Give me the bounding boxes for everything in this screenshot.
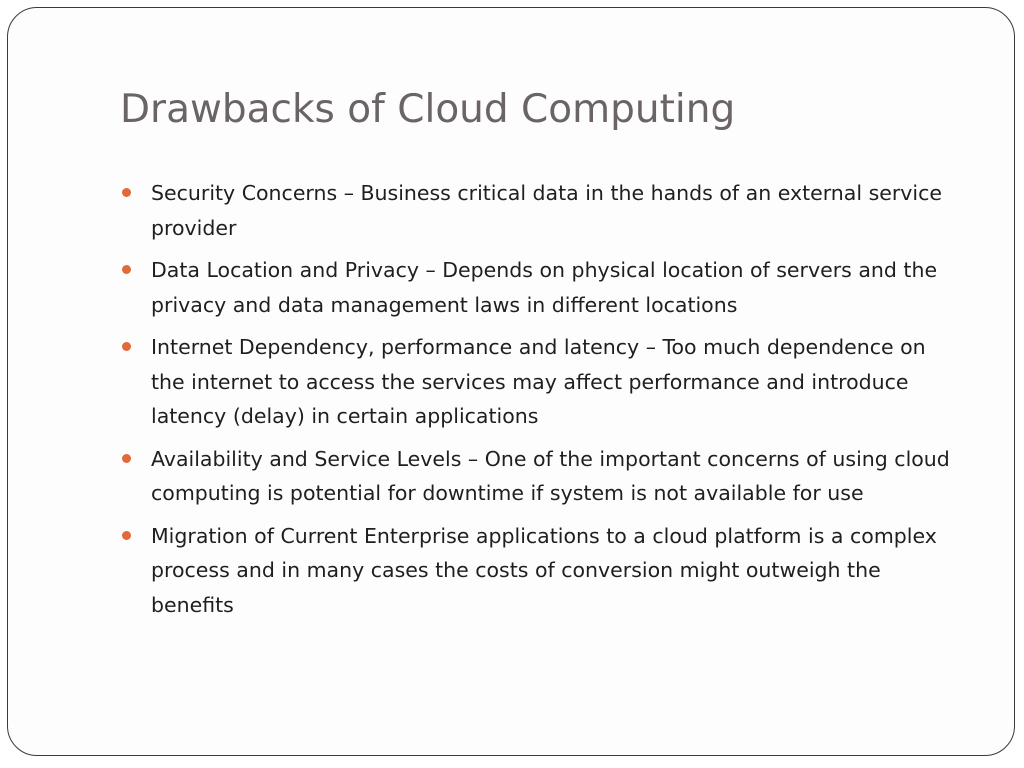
bullet-item-migration: [151, 519, 951, 623]
bullet-text: Internet Dependency, performance and latency – Too much dependence on the internet to access the services may affect performance and introduce latency (delay) in certain applications: [151, 335, 926, 428]
bullet-item-availability: [151, 442, 951, 511]
bullet-list: [151, 176, 951, 630]
bullet-text: Migration of Current Enterprise applications to a cloud platform is a complex process and in many cases the costs of conversion might outweigh the benefits: [151, 523, 937, 617]
bullet-text: Data Location and Privacy – Depends on physical location of servers and the privacy and data management laws in different locations: [151, 258, 938, 317]
bullet-dot-icon: [122, 188, 131, 197]
bullet-dot-icon: [122, 454, 131, 463]
slide-title: Drawbacks of Cloud Computing: [120, 87, 736, 132]
bullet-dot-icon: [122, 342, 131, 351]
bullet-text: Availability and Service Levels – One of the important concerns of using cloud computing is potential for downtime if system is not available for use: [151, 446, 950, 505]
bullet-text: Security Concerns – Business critical data in the hands of an external service provider: [151, 181, 943, 240]
bullet-item-internet-dependency: [151, 330, 951, 434]
slide-frame: [7, 7, 1015, 756]
bullet-dot-icon: [122, 531, 131, 540]
bullet-item-data-location: [151, 253, 951, 322]
bullet-item-security: [151, 176, 951, 245]
bullet-dot-icon: [122, 265, 131, 274]
